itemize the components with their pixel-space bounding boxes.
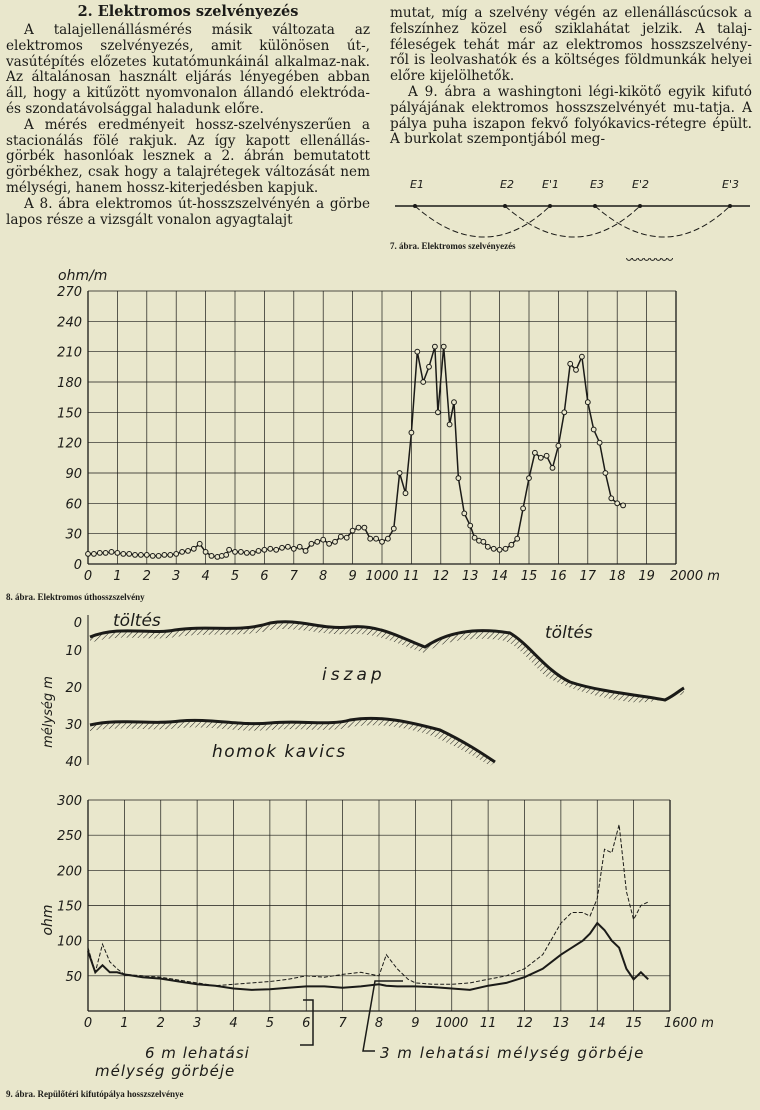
data-point (356, 525, 361, 530)
data-point (350, 528, 355, 533)
data-point (197, 541, 202, 546)
fig9-label-toltes-left: töltés (113, 611, 161, 631)
data-point (374, 536, 379, 541)
fig8-points (86, 258, 673, 559)
data-point (497, 547, 502, 552)
data-point (150, 554, 155, 559)
x-tick-label: 12 (516, 1016, 533, 1031)
data-point (609, 496, 614, 501)
data-point (115, 551, 120, 556)
fig9-profile-ytick: 40 (65, 755, 82, 770)
data-point (86, 552, 91, 557)
x-tick-label: 1600 m (664, 1016, 714, 1031)
data-point (472, 535, 477, 540)
data-point (244, 551, 249, 556)
x-tick-label: 14 (588, 1016, 606, 1031)
data-point (627, 258, 632, 260)
data-point (203, 550, 208, 555)
data-point (568, 361, 573, 366)
x-tick-label: 18 (608, 569, 626, 584)
data-point (580, 354, 585, 359)
x-tick-label: 2 (142, 569, 151, 584)
data-point (233, 550, 238, 555)
x-tick-label: 6 (260, 569, 269, 584)
data-point (380, 539, 385, 544)
x-tick-label: 14 (491, 569, 508, 584)
data-point (109, 550, 114, 555)
y-tick-label: 100 (57, 934, 82, 950)
x-tick-label: 11 (479, 1016, 497, 1031)
y-tick-label: 120 (57, 436, 82, 452)
data-point (174, 552, 179, 557)
data-point (538, 455, 543, 460)
data-point (133, 553, 138, 558)
data-point (297, 544, 302, 549)
data-point (421, 380, 426, 385)
data-point (585, 400, 590, 405)
x-tick-label: 7 (338, 1016, 347, 1031)
y-tick-label: 210 (57, 345, 82, 361)
fig8-caption: 8. ábra. Elektromos úthosszszelvény (6, 592, 145, 602)
fig9-profile-ytick: 30 (65, 718, 82, 733)
x-tick-label: 2 (156, 1016, 165, 1031)
data-point (127, 552, 132, 557)
fig9-xticks (84, 1016, 714, 1031)
y-tick-label: 240 (57, 315, 82, 331)
y-tick-label: 90 (65, 467, 82, 482)
left-text-column (6, 23, 370, 228)
data-point (591, 427, 596, 432)
data-point (562, 410, 567, 415)
x-tick-label: 3 (192, 1016, 202, 1031)
data-point (156, 554, 161, 559)
data-point (550, 466, 555, 471)
data-point (574, 368, 579, 373)
x-tick-label: 2000 m (670, 569, 720, 584)
data-point (103, 551, 108, 556)
data-point (397, 471, 402, 476)
data-point (456, 476, 461, 481)
data-point (180, 550, 185, 555)
data-point (638, 258, 643, 260)
data-point (485, 544, 490, 549)
fig7-diagram (390, 168, 755, 240)
data-point (191, 546, 196, 551)
fig8-yticks (57, 285, 82, 573)
paragraph: A talajellenállásmérés másik változata az elektromos szelvényezés, amit különösen út-, vasútépítés előzetes kutatómunkáinál alkalmaz-nak. Az általánosan használt eljárás lényegében abban áll, hogy a kitűzött nyomvonalon állandó elektróda- és szondatávolsággal haladunk előre. (6, 22, 370, 117)
data-point (644, 258, 649, 260)
x-tick-label: 7 (289, 569, 298, 584)
x-tick-label: 19 (638, 569, 655, 584)
data-point (521, 506, 526, 511)
fig9-series-6m (88, 923, 648, 990)
x-tick-label: 15 (625, 1016, 642, 1031)
fig9-profile-ytick: 20 (65, 681, 82, 696)
x-tick-label: 16 (550, 569, 567, 584)
fig8-grid (88, 291, 676, 564)
x-tick-label: 3 (172, 569, 181, 584)
data-point (309, 541, 314, 546)
data-point (303, 549, 308, 554)
data-point (327, 541, 332, 546)
x-tick-label: 13 (552, 1016, 570, 1031)
data-point (621, 503, 626, 508)
fig9-profile-hatch-upper (90, 622, 684, 703)
data-point (250, 551, 255, 556)
data-point (527, 476, 532, 481)
fig9-annot-6m-line2: mélység görbéje (95, 1062, 236, 1080)
data-point (162, 553, 167, 558)
fig9-annot-6m-line1: 6 m lehatási (145, 1044, 250, 1062)
data-point (256, 549, 261, 554)
data-point (668, 258, 673, 260)
data-point (268, 546, 273, 551)
x-tick-label: 5 (265, 1016, 275, 1031)
data-point (274, 547, 279, 552)
fig9-ylabel: ohm (40, 904, 56, 936)
fig9-caption: 9. ábra. Repülőtéri kifutópálya hosszszelvénye (6, 1089, 184, 1099)
data-point (333, 539, 338, 544)
fig9-label-toltes-right: töltés (545, 623, 593, 643)
data-point (509, 542, 514, 547)
data-point (415, 349, 420, 354)
data-point (650, 258, 655, 260)
fig7-label-e1p: E'1 (542, 178, 559, 191)
fig7-label-e2p: E'2 (632, 178, 649, 191)
y-tick-label: 30 (65, 527, 82, 543)
data-point (462, 511, 467, 516)
x-tick-label: 1000 (435, 1016, 469, 1031)
data-point (224, 553, 229, 558)
fig9-profile (0, 600, 760, 775)
data-point (291, 546, 296, 551)
x-tick-label: 13 (461, 569, 479, 584)
data-point (447, 422, 452, 427)
y-tick-label: 200 (57, 864, 82, 880)
x-tick-label: 8 (374, 1016, 384, 1031)
x-tick-label: 1 (113, 569, 122, 584)
data-point (286, 544, 291, 549)
data-point (427, 364, 432, 369)
x-tick-label: 17 (579, 569, 597, 584)
fig9-label-iszap: iszap (322, 665, 386, 685)
fig9-profile-ylabel: mélység m (41, 676, 56, 748)
x-tick-label: 11 (403, 569, 420, 584)
data-point (92, 552, 97, 557)
data-point (144, 553, 149, 558)
fig8-xticks (84, 569, 720, 584)
data-point (168, 553, 173, 558)
fig7-label-e2: E2 (500, 178, 514, 191)
data-point (656, 258, 661, 260)
paragraph: A 8. ábra elektromos út-hosszszelvényén a görbe lapos része a vizsgált vonalon agyagtalajt (6, 195, 370, 228)
data-point (441, 344, 446, 349)
x-tick-label: 12 (432, 569, 450, 584)
data-point (139, 553, 144, 558)
y-tick-label: 0 (73, 558, 82, 573)
data-point (321, 537, 326, 542)
x-tick-label: 1 (120, 1016, 129, 1031)
data-point (362, 525, 367, 530)
data-point (315, 539, 320, 544)
data-point (481, 539, 486, 544)
data-point (603, 471, 608, 476)
data-point (503, 546, 508, 551)
data-point (391, 526, 396, 531)
y-tick-label: 250 (57, 829, 82, 845)
data-point (491, 546, 496, 551)
fig7-caption: 7. ábra. Elektromos szelvényezés (390, 241, 516, 251)
data-point (597, 440, 602, 445)
data-point (338, 534, 343, 539)
data-point (97, 551, 102, 556)
x-tick-label: 0 (83, 569, 93, 584)
data-point (409, 430, 414, 435)
data-point (615, 501, 620, 506)
data-point (386, 536, 391, 541)
y-tick-label: 180 (57, 376, 82, 391)
y-tick-label: 60 (65, 497, 82, 513)
data-point (227, 547, 232, 552)
x-tick-label: 8 (319, 569, 328, 584)
data-point (239, 550, 244, 555)
fig7-label-e3: E3 (590, 178, 604, 191)
x-tick-label: 4 (229, 1016, 238, 1031)
x-tick-label: 1000 (365, 569, 399, 584)
fig9-yticks (57, 794, 82, 985)
y-tick-label: 270 (57, 285, 82, 300)
fig8-chart (0, 258, 760, 590)
fig9-annot-3m: 3 m lehatási mélység görbéje (380, 1044, 645, 1062)
fig8-ylabel: ohm/m (58, 268, 108, 284)
data-point (533, 450, 538, 455)
x-tick-label: 9 (348, 569, 357, 584)
x-tick-label: 6 (302, 1016, 311, 1031)
paragraph: mutat, míg a szelvény végén az ellenálláscúcsok a felszínhez közel eső sziklahátat jelzik. A talaj-féleségek tehát már az elektromos hosszszelvény-ről is leolvashatók és a költséges földmunkák helyei előre kijelölhetők. (390, 5, 752, 85)
data-point (515, 536, 520, 541)
data-point (436, 410, 441, 415)
fig9-chart (0, 780, 760, 1080)
data-point (452, 400, 457, 405)
data-point (209, 554, 214, 559)
x-tick-label: 5 (230, 569, 240, 584)
x-tick-label: 0 (83, 1016, 93, 1031)
data-point (262, 547, 267, 552)
fig9-profile-ytick: 10 (65, 644, 82, 659)
data-point (662, 258, 667, 260)
section-title: 2. Elektromos szelvényezés (77, 3, 299, 20)
data-point (186, 549, 191, 554)
fig9-label-homok: homok kavics (212, 742, 347, 762)
fig7-label-e1: E1 (410, 178, 424, 191)
y-tick-label: 50 (65, 969, 82, 985)
data-point (544, 453, 549, 458)
data-point (121, 552, 126, 557)
data-point (280, 545, 285, 550)
paragraph: A 9. ábra a washingtoni légi-kikötő egyik kifutó pályájának elektromos hosszszelvényét mu-tatja. A pálya puha iszapon fekvő folyókavics-rétegre épült. A burkolat szempontjából meg- (390, 83, 752, 148)
data-point (468, 523, 473, 528)
x-tick-label: 9 (411, 1016, 420, 1031)
data-point (344, 535, 349, 540)
data-point (632, 258, 637, 260)
y-tick-label: 150 (57, 406, 82, 422)
paragraph: A mérés eredményeit hossz-szelvényszerűen a stacionálás fölé rakjuk. Az így kapott ellenállás-görbék hasonlóak lesznek a 2. ábrán bemutatott görbékhez, csak hogy a talajrétegek változását nem mélységi, hanem hossz-kiterjedésben kapjuk. (6, 116, 370, 196)
right-text-column (390, 6, 752, 148)
x-tick-label: 15 (520, 569, 538, 584)
fig8-series-line (88, 347, 623, 557)
data-point (433, 344, 438, 349)
data-point (403, 491, 408, 496)
y-tick-label: 150 (57, 899, 82, 915)
fig7-label-e3p: E'3 (722, 178, 739, 191)
fig7-arcs (415, 206, 730, 237)
y-tick-label: 300 (57, 794, 82, 809)
fig9-profile-ytick: 0 (73, 616, 82, 631)
x-tick-label: 4 (201, 569, 210, 584)
section-header (6, 3, 370, 20)
data-point (368, 536, 373, 541)
data-point (556, 443, 561, 448)
